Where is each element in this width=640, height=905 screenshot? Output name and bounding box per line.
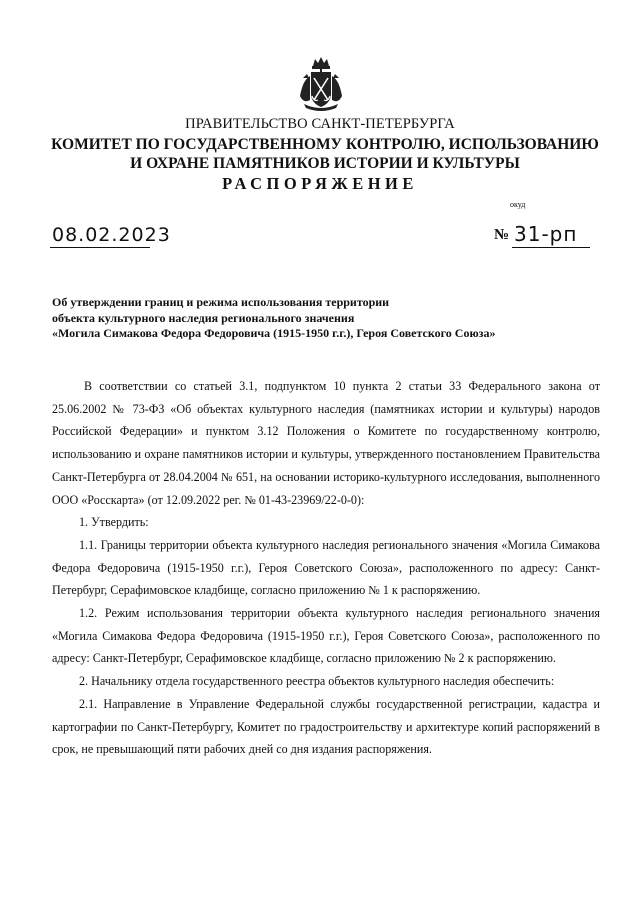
document-number	[494, 222, 594, 250]
date-underline	[50, 247, 150, 248]
st-petersburg-coat-of-arms-icon	[298, 56, 344, 112]
government-heading: ПРАВИТЕЛЬСТВО САНКТ-ПЕТЕРБУРГА	[185, 116, 455, 132]
subject-line-2: объекта культурного наследия регионального значения	[52, 310, 355, 325]
body-paragraph-2: 2. Начальнику отдела государственного реестра объектов культурного наследия обеспечить:	[79, 674, 555, 689]
body-paragraph-2-1: 2.1. Направление в Управление Федеральной службы государственной регистрации, кадастра и картографии по Санкт-Петербургу, Комитет по градостроительству и архитектуре копий распоряжений в срок, не превышающий пяти рабочих дней со дня издания распоряжения.	[52, 696, 600, 757]
committee-line-1: КОМИТЕТ ПО ГОСУДАРСТВЕННОМУ КОНТРОЛЮ, ИСПОЛЬЗОВАНИЮ	[51, 136, 599, 153]
body-paragraph-preamble: В соответствии со статьей 3.1, подпунктом 10 пункта 2 статьи 33 Федерального закона от 25.06.2002 № 73-ФЗ «Об объектах культурного наследия (памятниках истории и культуры) народов Российской Федерации» и пунктом 3.12 Положения о Комитете по государственному контролю, использованию и охране памятников истории и культуры, утвержденного постановлением Правительства Санкт-Петербурга от 28.04.2004 № 651, на основании историко-культурного исследования, выполненного ООО «Росскарта» (от 12.09.2022 рег. № 01-43-23969/22-0-0):	[52, 379, 600, 507]
number-sign: №	[494, 227, 510, 243]
committee-heading	[40, 135, 610, 173]
subject-line-3: «Могила Симакова Федора Федоровича (1915-1950 г.г.), Героя Советского Союза»	[52, 326, 496, 340]
committee-line-2: И ОХРАНЕ ПАМЯТНИКОВ ИСТОРИИ И КУЛЬТУРЫ	[130, 155, 520, 172]
body-paragraph-1: 1. Утвердить:	[79, 515, 149, 530]
document-body	[52, 375, 600, 761]
document-date: 08.02.2023	[52, 224, 171, 246]
number-underline	[512, 247, 590, 248]
okud-label: окуд	[510, 200, 526, 209]
number-value: 31-рп	[514, 222, 578, 246]
subject-line-1: Об утверждении границ и режима использования территории	[52, 295, 390, 309]
body-paragraph-1-1: 1.1. Границы территории объекта культурного наследия регионального значения «Могила Симакова Федора Федоровича (1915-1950 г.г.), Героя Советского Союза», расположенного по адресу: Санкт-Петербург, Серафимовское кладбище, согласно приложению № 1 к распоряжению.	[52, 537, 600, 598]
document-subject	[52, 295, 612, 342]
document-type-title: РАСПОРЯЖЕНИЕ	[222, 174, 418, 193]
body-paragraph-1-2: 1.2. Режим использования территории объекта культурного наследия регионального значения «Могила Симакова Федора Федоровича (1915-1950 г.г.), Героя Советского Союза», расположенного по адресу: Санкт-Петербург, Серафимовское кладбище, согласно приложению № 2 к распоряжению.	[52, 606, 600, 666]
